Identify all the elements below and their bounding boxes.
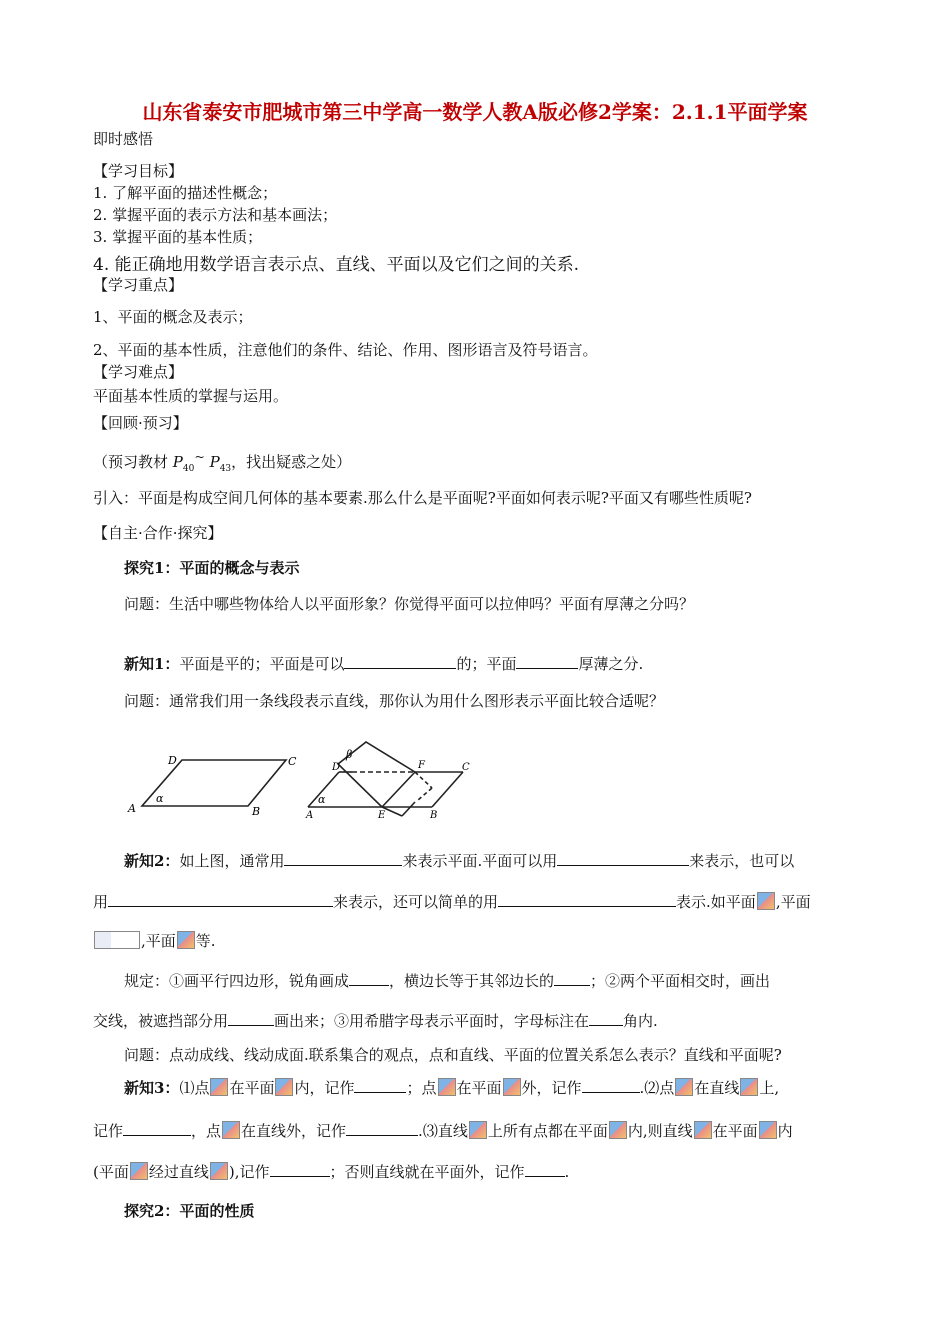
label-D: D <box>332 762 341 773</box>
label-beta: β <box>346 748 353 761</box>
goal-item: 1. 了解平面的描述性概念； <box>93 184 278 202</box>
focus-header: 【学习重点】 <box>93 276 184 294</box>
image-placeholder-icon <box>675 1078 693 1096</box>
instant-note: 即时感悟 <box>93 130 154 148</box>
answer-blank[interactable] <box>270 1161 330 1177</box>
answer-blank[interactable] <box>108 891 333 907</box>
new-knowledge-2-line2: 用 来表示，还可以简单的用 表示.如平面 ,平面 <box>93 893 811 911</box>
inquiry1-question: 问题：生活中哪些物体给人以平面形象？你觉得平面可以拉伸吗？平面有厚薄之分吗？ <box>124 595 695 613</box>
image-placeholder-icon <box>469 1121 487 1139</box>
label-F: F <box>418 760 425 771</box>
goal-item: 3. 掌握平面的基本性质； <box>93 228 263 246</box>
new-knowledge-3-line3: (平面 经过直线 ),记作 ；否则直线就在平面外，记作 . <box>93 1163 570 1181</box>
label-B: B <box>252 805 261 818</box>
focus-item: 1、平面的概念及表示； <box>93 308 253 326</box>
answer-blank[interactable] <box>349 970 389 986</box>
label-B: B <box>430 810 438 821</box>
difficulty-header: 【学习难点】 <box>93 363 184 381</box>
page-title: 山东省泰安市肥城市第三中学高一数学人教A版必修2学案：2.1.1平面学案 <box>142 100 808 124</box>
focus-item: 2、平面的基本性质，注意他们的条件、结论、作用、图形语言及符号语言。 <box>93 341 598 359</box>
label-alpha: α <box>156 792 164 805</box>
goals-header: 【学习目标】 <box>93 162 184 180</box>
answer-blank[interactable] <box>582 1077 640 1093</box>
label-C: C <box>288 755 297 768</box>
inquiry1-title: 探究1：平面的概念与表示 <box>124 559 300 577</box>
new-knowledge-3-line1: 新知3：⑴点 在平面 内，记作 ；点 在平面 外，记作 .⑵点 在直线 上, <box>124 1079 780 1097</box>
image-placeholder-icon <box>275 1078 293 1096</box>
label-A: A <box>128 802 136 815</box>
answer-blank[interactable] <box>589 1010 623 1026</box>
answer-blank[interactable] <box>123 1120 191 1136</box>
answer-blank[interactable] <box>516 653 578 669</box>
image-placeholder-icon <box>210 1078 228 1096</box>
label-E: E <box>378 810 386 821</box>
new-knowledge-2-line3: ,平面 等. <box>93 930 216 951</box>
answer-blank[interactable] <box>554 970 590 986</box>
answer-blank[interactable] <box>228 1010 274 1026</box>
rules-line1: 规定：①画平行四边形，锐角画成 ，横边长等于其邻边长的 ；②两个平面相交时，画出 <box>124 972 771 990</box>
plane-figure-alpha <box>142 760 286 806</box>
question-3: 问题：点动成线、线动成面.联系集合的观点，点和直线、平面的位置关系怎么表示？直线和平面呢? <box>124 1046 782 1064</box>
image-placeholder-icon <box>740 1078 758 1096</box>
answer-blank[interactable] <box>344 653 456 669</box>
intersecting-planes-figure <box>308 742 463 816</box>
intro-text: 引入：平面是构成空间几何体的基本要素.那么什么是平面呢?平面如何表示呢?平面又有哪些性质呢? <box>93 489 752 507</box>
label-alpha: α <box>318 793 326 806</box>
inquiry2-title: 探究2：平面的性质 <box>124 1202 255 1220</box>
review-text: （预习教材 $P_{40}^\sim$ $P_{43}$，找出疑惑之处） <box>93 449 352 474</box>
answer-blank[interactable] <box>498 891 676 907</box>
image-placeholder-icon <box>609 1121 627 1139</box>
image-placeholder-icon <box>177 931 195 949</box>
goal-item: 4. 能正确地用数学语言表示点、直线、平面以及它们之间的关系. <box>93 255 580 275</box>
label-C: C <box>462 762 470 773</box>
answer-blank[interactable] <box>284 850 402 866</box>
label-A: A <box>306 810 314 821</box>
image-placeholder-icon <box>210 1162 228 1180</box>
rules-line2: 交线，被遮挡部分用 画出来；③用希腊字母表示平面时，字母标注在 角内. <box>93 1012 658 1030</box>
image-placeholder-icon <box>94 931 140 949</box>
answer-blank[interactable] <box>557 850 689 866</box>
plane-figures <box>120 740 470 822</box>
label-D: D <box>168 754 177 767</box>
new-knowledge-2-line1: 新知2：如上图，通常用 来表示平面.平面可以用 来表示，也可以 <box>124 852 795 870</box>
new-knowledge-3-line2: 记作 ，点 在直线外，记作 .⑶直线 上所有点都在平面 内,则直线 在平面 内 <box>93 1122 793 1140</box>
answer-blank[interactable] <box>525 1161 565 1177</box>
explore-header: 【自主·合作·探究】 <box>93 524 223 542</box>
goal-item: 2. 掌握平面的表示方法和基本画法； <box>93 206 338 224</box>
new-knowledge-1: 新知1：平面是平的；平面是可以 的；平面 厚薄之分. <box>124 655 644 673</box>
image-placeholder-icon <box>503 1078 521 1096</box>
image-placeholder-icon <box>438 1078 456 1096</box>
inquiry1-question-2: 问题：通常我们用一条线段表示直线，那你认为用什么图形表示平面比较合适呢？ <box>124 692 665 710</box>
image-placeholder-icon <box>757 892 775 910</box>
answer-blank[interactable] <box>346 1120 418 1136</box>
image-placeholder-icon <box>222 1121 240 1139</box>
image-placeholder-icon <box>130 1162 148 1180</box>
answer-blank[interactable] <box>354 1077 406 1093</box>
difficulty-text: 平面基本性质的掌握与运用。 <box>93 387 289 405</box>
image-placeholder-icon <box>759 1121 777 1139</box>
image-placeholder-icon <box>694 1121 712 1139</box>
review-header: 【回顾·预习】 <box>93 414 188 432</box>
